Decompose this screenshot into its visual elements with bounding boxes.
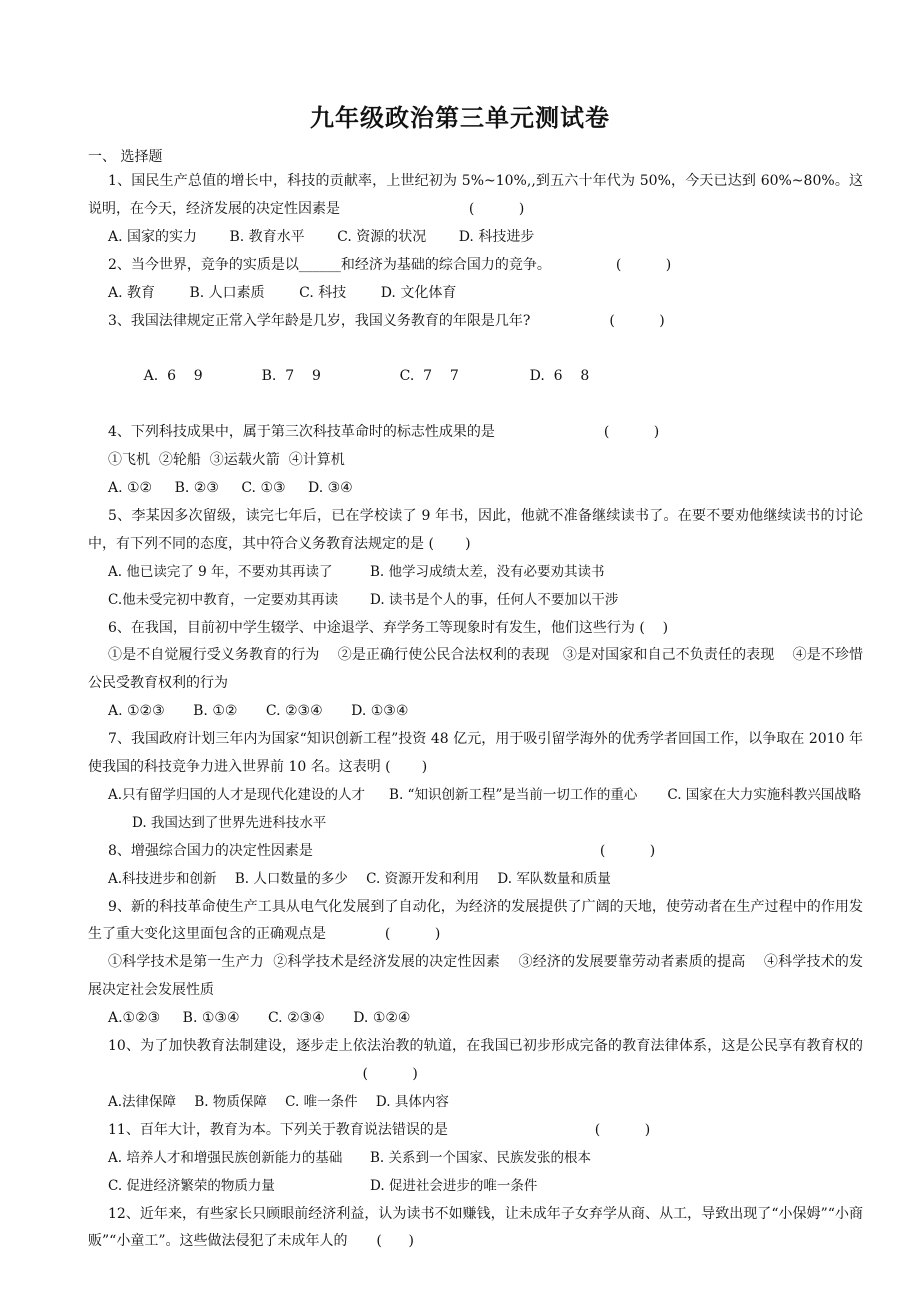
question-11 [88, 1117, 863, 1201]
option-d: D. 6 8 [529, 368, 590, 385]
options-row [88, 335, 863, 419]
question-9 [88, 894, 863, 1034]
options-row [88, 1005, 863, 1033]
answer-bracket: ( ) [594, 1121, 651, 1138]
options-row [88, 559, 863, 587]
option-b: B. 他学习成绩太差，没有必要劝其读书 [370, 563, 605, 580]
option-c: C. 7 7 [399, 368, 459, 385]
question-stem: 9、新的科技革命使生产工具从电气化发展到了自动化，为经济的发展提供了广阔的天地，使劳动者在生产过程中的作用发生了重大变化这里面包含的正确观点是 [88, 898, 863, 943]
options-row [88, 698, 863, 726]
option-c: C. ②③④ [267, 1010, 325, 1027]
answer-bracket: ( ) [599, 842, 656, 859]
option-d: D. 文化体育 [380, 284, 457, 301]
question-10 [88, 1033, 863, 1117]
answer-bracket: ( ) [385, 759, 428, 776]
question-5 [88, 503, 863, 615]
answer-bracket: ( ) [428, 535, 471, 552]
option-c: C.他未受完初中教育，一定要劝其再读 [108, 591, 339, 608]
question-stem: 4、下列科技成果中，属于第三次科技革命时的标志性成果的是 [108, 424, 495, 441]
question-4 [88, 419, 863, 503]
section-heading: 一、 选择题 [88, 149, 163, 165]
question-7 [88, 726, 863, 838]
option-d: D. 促进社会进步的唯一条件 [370, 1177, 538, 1194]
option-b: B. 7 9 [261, 368, 321, 385]
option-d: D. 科技进步 [458, 228, 535, 245]
option-a: A. 教育 [108, 284, 156, 301]
option-b: B. 人口素质 [189, 284, 265, 301]
options-row [88, 224, 863, 252]
option-b: B. ①③④ [182, 1010, 240, 1027]
answer-bracket: ( ) [609, 312, 665, 329]
question-stem: 8、增强综合国力的决定性因素是 [108, 842, 313, 859]
option-a: A. 国家的实力 [108, 228, 198, 245]
answer-bracket: ( ) [468, 200, 525, 217]
option-c: C. 科技 [299, 284, 347, 301]
option-a: A. ①②③ [108, 703, 165, 720]
page-title: 九年级政治第三单元测试卷 [310, 103, 610, 132]
question-stem: 10、为了加快教育法制建设，逐步走上依法治教的轨道，在我国已初步形成完备的教育法律体系，这是公民享有教育权的 [108, 1038, 863, 1055]
options-row [88, 280, 863, 308]
options-row [88, 475, 863, 503]
statement-list: ①是不自觉履行受义务教育的行为 ②是正确行使公民合法权利的表现 ③是对国家和自己不负责任的表现 ④是不珍惜公民受教育权利的行为 [88, 647, 863, 692]
option-a: A. 6 9 [143, 368, 203, 385]
option-a: A. 培养人才和增强民族创新能力的基础 [108, 1149, 343, 1166]
option-d: D. 我国达到了世界先进科技水平 [132, 814, 327, 831]
option-c: C. 国家在大力实施科教兴国战略 [667, 786, 862, 803]
option-d: D. ①③④ [351, 703, 409, 720]
question-6 [88, 615, 863, 727]
answer-bracket: ( ) [603, 424, 660, 441]
question-8 [88, 838, 863, 894]
question-stem: 1、国民生产总值的增长中，科技的贡献率，上世纪初为 5%~10%,,到五六十年代为 50%，今天已达到 60%~80%。这说明，在今天，经济发展的决定性因素是 [88, 173, 863, 217]
answer-bracket: ( ) [615, 256, 672, 273]
statement-list: ①科学技术是第一生产力 ②科学技术是经济发展的决定性因素 ③经济的发展要靠劳动者素质的提高 ④科学技术的发展决定社会发展性质 [88, 954, 863, 999]
option-b: B. 物质保障 [194, 1093, 267, 1110]
statement-list: ①飞机 ②轮船 ③运载火箭 ④计算机 [108, 452, 345, 469]
question-stem: 2、当今世界，竞争的实质是以______和经济为基础的综合国力的竞争。 [108, 256, 551, 273]
question-stem: 7、我国政府计划三年内为国家“知识创新工程”投资 48 亿元，用于吸引留学海外的优秀学者回国工作，以争取在 2010 年使我国的科技竞争力进入世界前 10 名。这表明 [88, 731, 863, 776]
question-stem: 3、我国法律规定正常入学年龄是几岁，我国义务教育的年限是几年? [108, 312, 531, 329]
question-stem: 11、百年大计，教育为本。下列关于教育说法错误的是 [108, 1121, 448, 1138]
options-row [88, 587, 863, 615]
option-a: A.法律保障 [108, 1093, 177, 1110]
question-1 [88, 168, 863, 252]
option-c: C. 资源开发和利用 [366, 870, 480, 887]
option-d: D. 读书是个人的事，任何人不要加以干涉 [370, 591, 619, 608]
answer-bracket: ( ) [362, 1066, 418, 1082]
question-2 [88, 252, 863, 308]
option-b: B. “知识创新工程”是当前一切工作的重心 [389, 786, 638, 803]
option-a: A.科技进步和创新 [108, 870, 217, 887]
option-d: D. 军队数量和质量 [497, 870, 611, 887]
options-row [88, 782, 863, 838]
question-3 [88, 308, 863, 420]
option-a: A. ①② [108, 479, 153, 496]
option-d: D. ③④ [308, 479, 353, 496]
answer-bracket: ( ) [384, 926, 441, 943]
option-d: D. ①②④ [353, 1010, 411, 1027]
option-c: C. 资源的状况 [337, 228, 427, 245]
question-list [88, 168, 863, 1256]
option-b: B. 人口数量的多少 [234, 870, 348, 887]
option-a: A.①②③ [108, 1010, 161, 1027]
answer-bracket: ( ) [639, 619, 669, 636]
question-stem: 12、近年来，有些家长只顾眼前经济利益，认为读书不如赚钱，让未成年子女弃学从商、从工，导致出现了“小保姆”“小商贩”“小童工”。这些做法侵犯了未成年人的 [88, 1205, 863, 1250]
question-12 [88, 1201, 863, 1257]
option-c: C. ①③ [241, 479, 286, 496]
question-stem: 5、李某因多次留级，读完七年后，已在学校读了 9 年书，因此，他就不准备继续读书了。在要不要劝他继续读书的讨论中，有下列不同的态度，其中符合义务教育法规定的是 [88, 507, 863, 552]
options-row [88, 1145, 863, 1173]
options-row [88, 1173, 863, 1201]
option-b: B. ①② [193, 703, 238, 720]
options-row [88, 1089, 863, 1117]
question-stem: 6、在我国，目前初中学生辍学、中途退学、弃学务工等现象时有发生，他们这些行为 [108, 619, 635, 636]
option-c: C. ②③④ [265, 703, 323, 720]
options-row [88, 866, 863, 894]
option-a: A. 他已读完了 9 年，不要劝其再读了 [108, 563, 333, 580]
option-b: B. 关系到一个国家、民族发张的根本 [370, 1149, 592, 1166]
option-d: D. 具体内容 [375, 1093, 449, 1110]
option-b: B. ②③ [174, 479, 219, 496]
answer-bracket: ( ) [376, 1233, 415, 1250]
option-b: B. 教育水平 [229, 228, 305, 245]
option-c: C. 促进经济繁荣的物质力量 [108, 1177, 275, 1194]
option-c: C. 唯一条件 [285, 1093, 358, 1110]
option-a: A.只有留学归国的人才是现代化建设的人才 [108, 786, 366, 803]
